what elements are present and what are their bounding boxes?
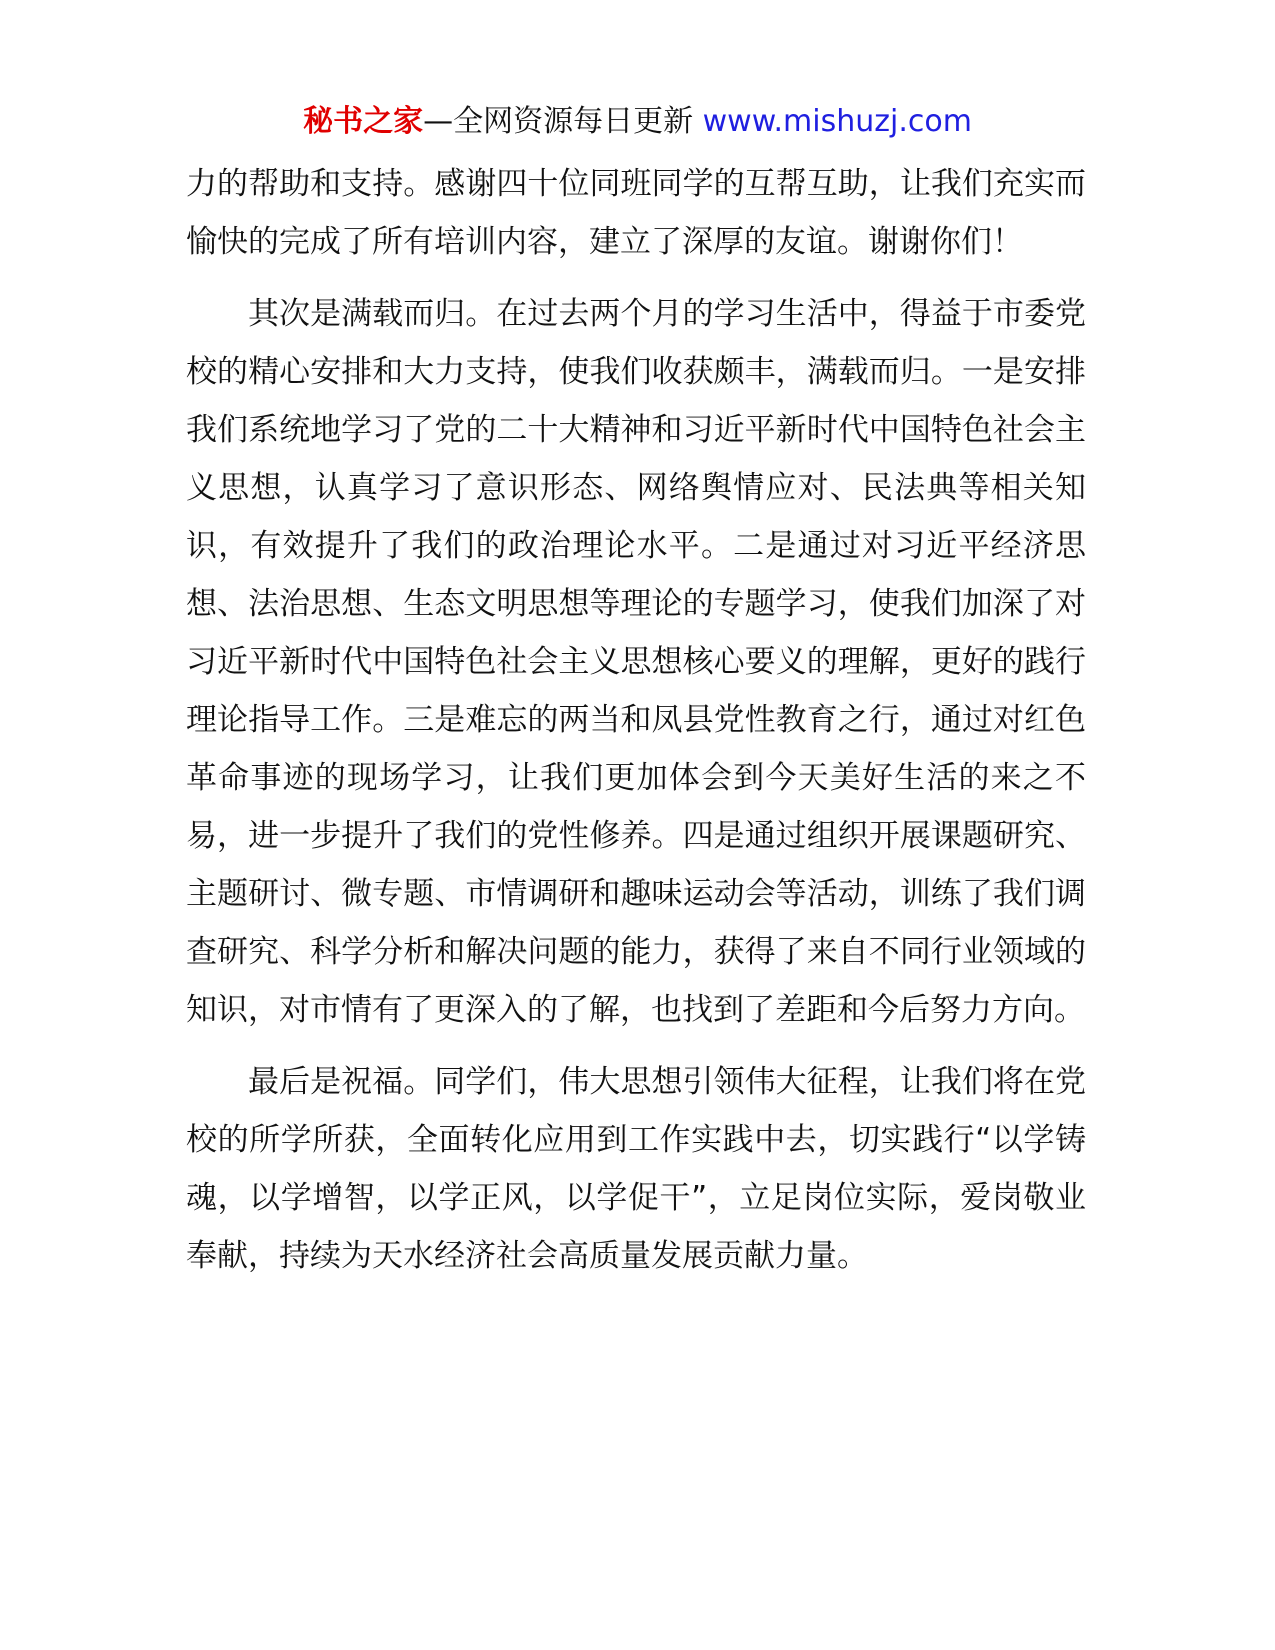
page-header bbox=[0, 102, 1275, 142]
site-url-link[interactable]: www.mishuzj.com bbox=[702, 104, 972, 139]
document-body bbox=[186, 155, 1086, 1299]
paragraph-second-point: 其次是满载而归。在过去两个月的学习生活中，得益于市委党校的精心安排和大力支持，使我们收获颇丰，满载而归。一是安排我们系统地学习了党的二十大精神和习近平新时代中国特色社会主义思想，认真学习了意识形态、网络舆情应对、民法典等相关知识，有效提升了我们的政治理论水平。二是通过对习近平经济思想、法治思想、生态文明思想等理论的专题学习，使我们加深了对习近平新时代中国特色社会主义思想核心要义的理解，更好的践行理论指导工作。三是难忘的两当和凤县党性教育之行，通过对红色革命事迹的现场学习，让我们更加体会到今天美好生活的来之不易，进一步提升了我们的党性修养。四是通过组织开展课题研究、主题研讨、微专题、市情调研和趣味运动会等活动，训练了我们调查研究、科学分析和解决问题的能力，获得了来自不同行业领域的知识，对市情有了更深入的了解，也找到了差距和今后努力方向。 bbox=[186, 296, 1086, 1028]
paragraph-continuation: 力的帮助和支持。感谢四十位同班同学的互帮互助，让我们充实而愉快的完成了所有培训内容，建立了深厚的友谊。谢谢你们！ bbox=[186, 166, 1086, 260]
header-tagline: —全网资源每日更新 bbox=[423, 104, 694, 139]
paragraph-final-wishes: 最后是祝福。同学们，伟大思想引领伟大征程，让我们将在党校的所学所获，全面转化应用到工作实践中去，切实践行“以学铸魂，以学增智，以学正风，以学促干”，立足岗位实际，爱岗敬业奉献，持续为天水经济社会高质量发展贡献力量。 bbox=[186, 1064, 1086, 1274]
brand-name: 秘书之家 bbox=[303, 104, 424, 139]
